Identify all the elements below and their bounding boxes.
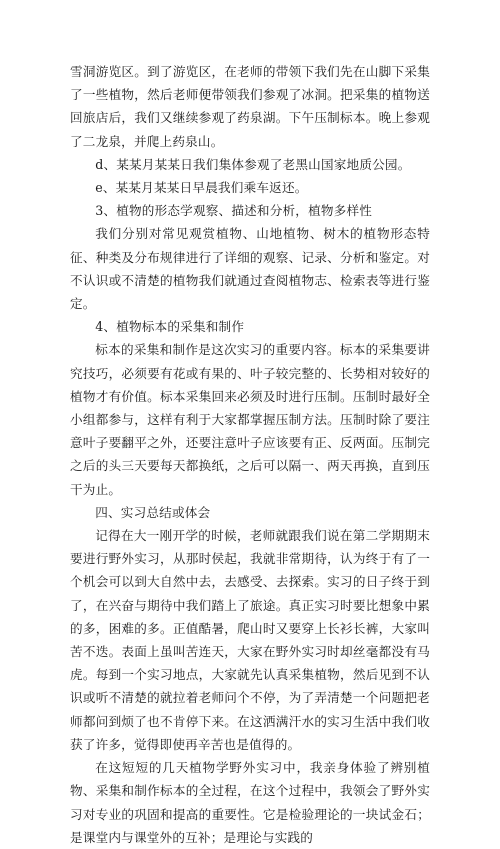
item-d: d、某某月某某日我们集体参观了老黑山国家地质公园。 [95,156,411,172]
paragraph-summary-1: 记得在大一刚开学的时候，老师就跟我们说在第二学期期末要进行野外实习，从那时侯起，我就非常期待，认为终于有了一个机会可以到大自然中去，去感受、去探索。实习的日子终于到了，在兴奋与期待中我们踏上了旅途。真正实习时要比想象中累的多，困难的多。正值酷暑，爬山时又要穿上长衫长裤，大家叫苦不迭。表面上虽叫苦连天，大家在野外实习时却丝毫都没有马虎。每到一个实习地点，大家就先认真采集植物，然后见到不认识或听不清楚的就拉着老师问个不停，为了弄清楚一个问题把老师都问到烦了也不肯停下来。在这洒满汗水的实习生活中我们收获了许多，觉得即使再辛苦也是值得的。 [70,528,430,752]
item-e: e、某某月某某日早晨我们乘车返还。 [95,180,308,196]
paragraph-morphology: 我们分别对常见观赏植物、山地植物、树木的植物形态特征、种类及分布规律进行了详细的观察、记录、分析和鉴定。对不认识或不清楚的植物我们就通过查阅植物志、检索表等进行鉴定。 [70,226,430,312]
section-heading-3: 3、植物的形态学观察、描述和分析，植物多样性 [95,203,373,219]
section-heading-summary: 四、实习总结或体会 [95,504,211,520]
section-heading-4: 4、植物标本的采集和制作 [95,319,245,335]
paragraph-summary-2: 在这短短的几天植物学野外实习中，我亲身体验了辨别植物、采集和制作标本的全过程，在这个过程中，我领会了野外实习对专业的巩固和提高的重要性。它是检验理论的一块试金石；是课堂内与课堂外的互补；是理论与实践的 [70,760,430,845]
paragraph-itinerary-c: 雪洞游览区。到了游览区，在老师的带领下我们先在山脚下采集了一些植物，然后老师便带领我们参观了冰洞。把采集的植物送回旅店后，我们又继续参观了药泉湖。下午压制标本。晚上参观了二龙泉，并爬上药泉山。 [70,64,430,149]
document-page [70,60,430,849]
paragraph-specimen: 标本的采集和制作是这次实习的重要内容。标本的采集要讲究技巧，必须要有花或有果的、叶子较完整的、长势相对较好的植物才有价值。标本采集回来必须及时进行压制。压制时最好全小组都参与，这样有利于大家都掌握压制方法。压制时除了要注意叶子要翻平之外，还要注意叶子应该要有正、反两面。压制完之后的头三天要每天都换纸，之后可以隔一、两天再换，直到压干为止。 [70,342,430,497]
